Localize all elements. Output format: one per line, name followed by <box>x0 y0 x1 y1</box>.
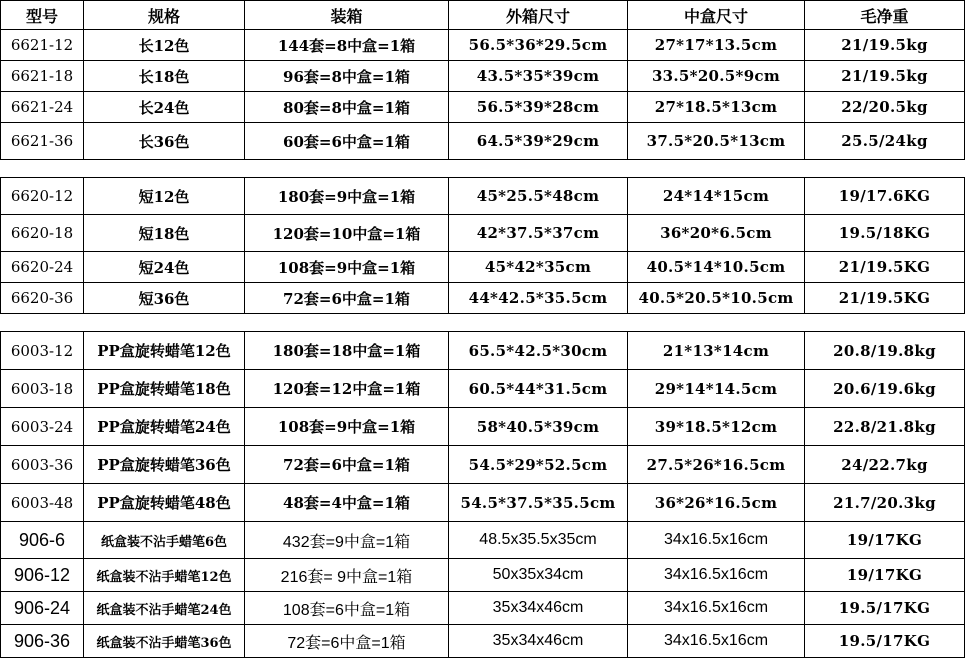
header-row <box>1 1 965 30</box>
packing-cell: 108套=6中盒=1箱 <box>245 592 449 625</box>
spec-cell: PP盒旋转蜡笔12色 <box>84 332 245 370</box>
packing-cell: 120套=12中盒=1箱 <box>245 370 449 408</box>
table-row <box>1 592 965 625</box>
spec-cell: 纸盒装不沾手蜡笔24色 <box>84 592 245 625</box>
table-row <box>1 61 965 92</box>
table-row <box>1 559 965 592</box>
packing-cell: 180套=9中盒=1箱 <box>245 178 449 215</box>
header-outer-carton-size: 外箱尺寸 <box>449 1 628 30</box>
model-cell: 906-36 <box>1 625 84 658</box>
packing-cell: 144套=8中盒=1箱 <box>245 30 449 61</box>
spec-cell: 短18色 <box>84 215 245 252</box>
packing-cell: 72套=6中盒=1箱 <box>245 283 449 314</box>
outer-size-cell: 42*37.5*37cm <box>449 215 628 252</box>
weight-cell: 19/17KG <box>805 559 965 592</box>
weight-cell: 22/20.5kg <box>805 92 965 123</box>
table-row <box>1 252 965 283</box>
outer-size-cell: 45*42*35cm <box>449 252 628 283</box>
packing-cell: 120套=10中盒=1箱 <box>245 215 449 252</box>
model-cell: 6003-24 <box>1 408 84 446</box>
weight-cell: 19.5/17KG <box>805 625 965 658</box>
spec-cell: 短36色 <box>84 283 245 314</box>
header-packing: 装箱 <box>245 1 449 30</box>
table-row <box>1 123 965 160</box>
weight-cell: 22.8/21.8kg <box>805 408 965 446</box>
header-inner-box-size: 中盒尺寸 <box>628 1 805 30</box>
inner-size-cell: 27.5*26*16.5cm <box>628 446 805 484</box>
weight-cell: 20.8/19.8kg <box>805 332 965 370</box>
packing-cell: 180套=18中盒=1箱 <box>245 332 449 370</box>
inner-size-cell: 21*13*14cm <box>628 332 805 370</box>
spec-cell: 短24色 <box>84 252 245 283</box>
outer-size-cell: 65.5*42.5*30cm <box>449 332 628 370</box>
spec-cell: 短12色 <box>84 178 245 215</box>
weight-cell: 19.5/17KG <box>805 592 965 625</box>
inner-size-cell: 29*14*14.5cm <box>628 370 805 408</box>
outer-size-cell: 50x35x34cm <box>449 559 628 592</box>
spec-cell: 长12色 <box>84 30 245 61</box>
table-row <box>1 625 965 658</box>
inner-size-cell: 27*17*13.5cm <box>628 30 805 61</box>
packing-cell: 48套=4中盒=1箱 <box>245 484 449 522</box>
table-row <box>1 484 965 522</box>
inner-size-cell: 34x16.5x16cm <box>628 559 805 592</box>
model-cell: 6620-12 <box>1 178 84 215</box>
outer-size-cell: 35x34x46cm <box>449 592 628 625</box>
outer-size-cell: 60.5*44*31.5cm <box>449 370 628 408</box>
table-row <box>1 283 965 314</box>
model-cell: 906-24 <box>1 592 84 625</box>
weight-cell: 20.6/19.6kg <box>805 370 965 408</box>
table-row <box>1 215 965 252</box>
model-cell: 6620-36 <box>1 283 84 314</box>
packing-cell: 216套= 9中盒=1箱 <box>245 559 449 592</box>
table-row <box>1 370 965 408</box>
weight-cell: 19/17KG <box>805 522 965 559</box>
packing-cell: 80套=8中盒=1箱 <box>245 92 449 123</box>
spec-cell: 纸盒装不沾手蜡笔12色 <box>84 559 245 592</box>
inner-size-cell: 34x16.5x16cm <box>628 592 805 625</box>
inner-size-cell: 37.5*20.5*13cm <box>628 123 805 160</box>
weight-cell: 25.5/24kg <box>805 123 965 160</box>
spec-cell: PP盒旋转蜡笔36色 <box>84 446 245 484</box>
inner-size-cell: 36*20*6.5cm <box>628 215 805 252</box>
spec-cell: 纸盒装不沾手蜡笔6色 <box>84 522 245 559</box>
weight-cell: 21/19.5KG <box>805 252 965 283</box>
packing-cell: 432套=9中盒=1箱 <box>245 522 449 559</box>
weight-cell: 24/22.7kg <box>805 446 965 484</box>
outer-size-cell: 54.5*29*52.5cm <box>449 446 628 484</box>
packing-cell: 72套=6中盒=1箱 <box>245 446 449 484</box>
model-cell: 906-12 <box>1 559 84 592</box>
outer-size-cell: 48.5x35.5x35cm <box>449 522 628 559</box>
packing-cell: 96套=8中盒=1箱 <box>245 61 449 92</box>
inner-size-cell: 27*18.5*13cm <box>628 92 805 123</box>
spec-cell: 长36色 <box>84 123 245 160</box>
inner-size-cell: 24*14*15cm <box>628 178 805 215</box>
weight-cell: 21/19.5KG <box>805 283 965 314</box>
model-cell: 6003-12 <box>1 332 84 370</box>
table-row <box>1 332 965 370</box>
outer-size-cell: 44*42.5*35.5cm <box>449 283 628 314</box>
outer-size-cell: 43.5*35*39cm <box>449 61 628 92</box>
inner-size-cell: 40.5*20.5*10.5cm <box>628 283 805 314</box>
spec-cell: PP盒旋转蜡笔24色 <box>84 408 245 446</box>
table-row <box>1 522 965 559</box>
group-separator <box>1 160 965 178</box>
model-cell: 6621-36 <box>1 123 84 160</box>
inner-size-cell: 36*26*16.5cm <box>628 484 805 522</box>
spec-cell: 纸盒装不沾手蜡笔36色 <box>84 625 245 658</box>
model-cell: 6003-18 <box>1 370 84 408</box>
model-cell: 6620-24 <box>1 252 84 283</box>
header-model: 型号 <box>1 1 84 30</box>
table-row <box>1 408 965 446</box>
spec-cell: PP盒旋转蜡笔48色 <box>84 484 245 522</box>
model-cell: 6621-18 <box>1 61 84 92</box>
outer-size-cell: 64.5*39*29cm <box>449 123 628 160</box>
spec-cell: 长24色 <box>84 92 245 123</box>
weight-cell: 19/17.6KG <box>805 178 965 215</box>
weight-cell: 21/19.5kg <box>805 30 965 61</box>
inner-size-cell: 34x16.5x16cm <box>628 625 805 658</box>
packing-cell: 60套=6中盒=1箱 <box>245 123 449 160</box>
packing-cell: 108套=9中盒=1箱 <box>245 252 449 283</box>
outer-size-cell: 56.5*36*29.5cm <box>449 30 628 61</box>
weight-cell: 21.7/20.3kg <box>805 484 965 522</box>
table-row <box>1 30 965 61</box>
outer-size-cell: 35x34x46cm <box>449 625 628 658</box>
packing-cell: 108套=9中盒=1箱 <box>245 408 449 446</box>
table-row <box>1 92 965 123</box>
outer-size-cell: 45*25.5*48cm <box>449 178 628 215</box>
model-cell: 6003-36 <box>1 446 84 484</box>
model-cell: 6621-12 <box>1 30 84 61</box>
outer-size-cell: 58*40.5*39cm <box>449 408 628 446</box>
inner-size-cell: 34x16.5x16cm <box>628 522 805 559</box>
outer-size-cell: 54.5*37.5*35.5cm <box>449 484 628 522</box>
spec-cell: PP盒旋转蜡笔18色 <box>84 370 245 408</box>
group-separator <box>1 314 965 332</box>
model-cell: 906-6 <box>1 522 84 559</box>
spec-cell: 长18色 <box>84 61 245 92</box>
weight-cell: 21/19.5kg <box>805 61 965 92</box>
model-cell: 6003-48 <box>1 484 84 522</box>
table-row <box>1 178 965 215</box>
table-row <box>1 446 965 484</box>
inner-size-cell: 39*18.5*12cm <box>628 408 805 446</box>
inner-size-cell: 40.5*14*10.5cm <box>628 252 805 283</box>
weight-cell: 19.5/18KG <box>805 215 965 252</box>
model-cell: 6621-24 <box>1 92 84 123</box>
model-cell: 6620-18 <box>1 215 84 252</box>
outer-size-cell: 56.5*39*28cm <box>449 92 628 123</box>
header-spec: 规格 <box>84 1 245 30</box>
header-gross-net-weight: 毛净重 <box>805 1 965 30</box>
inner-size-cell: 33.5*20.5*9cm <box>628 61 805 92</box>
packing-cell: 72套=6中盒=1箱 <box>245 625 449 658</box>
